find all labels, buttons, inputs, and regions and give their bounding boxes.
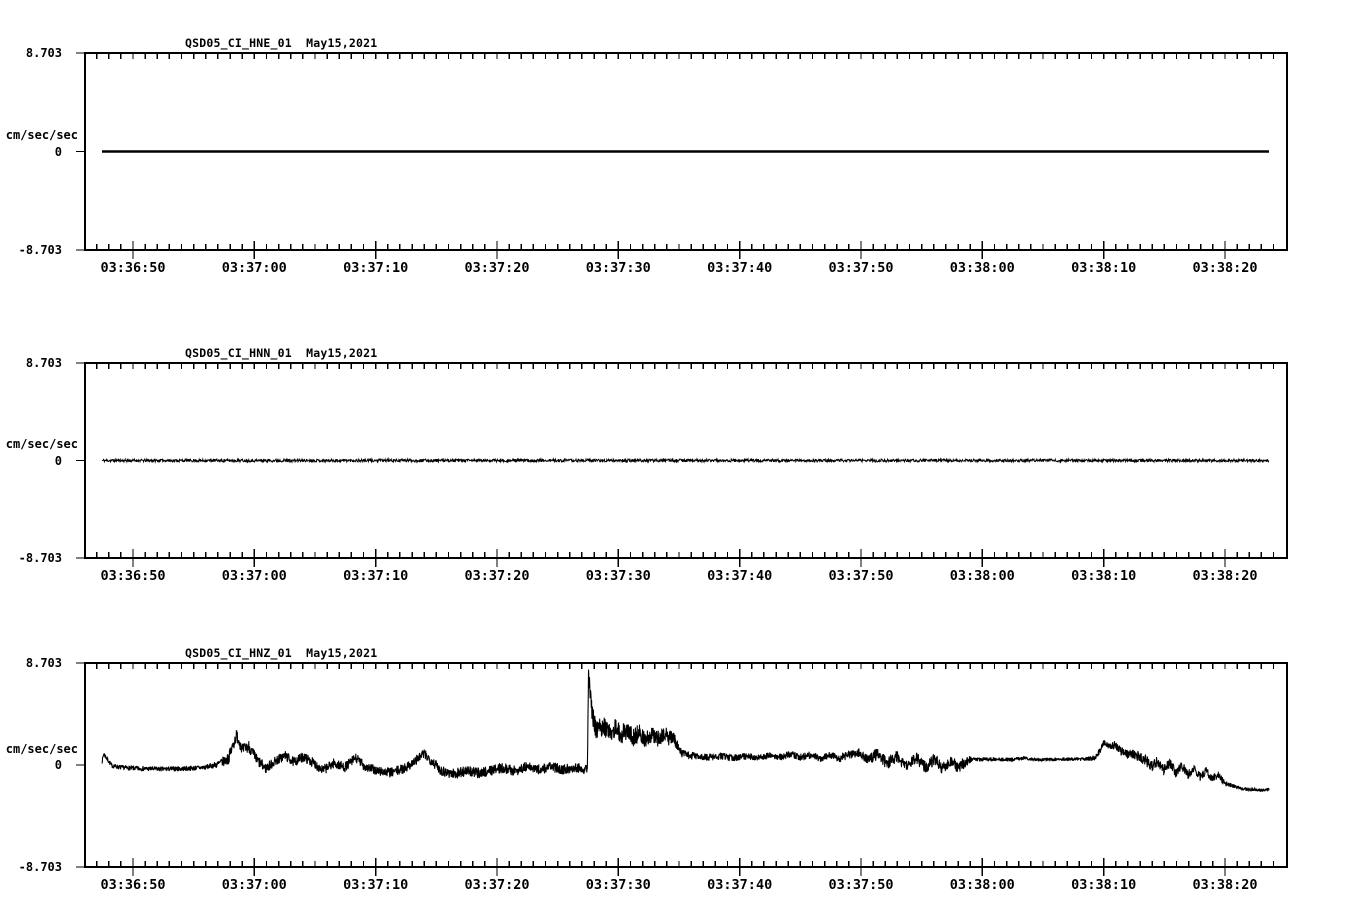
- y-tick-label-zero: 0: [54, 758, 62, 772]
- x-tick-label: 03:36:50: [100, 568, 166, 584]
- x-tick-label: 03:37:50: [828, 877, 894, 893]
- x-tick-label: 03:37:00: [221, 877, 287, 893]
- y-tick-label-max: 8.703: [25, 356, 62, 370]
- x-tick-label: 03:38:20: [1192, 568, 1258, 584]
- x-tick-label: 03:38:20: [1192, 877, 1258, 893]
- chart-title: QSD05_CI_HNE_01 May15,2021: [185, 36, 378, 50]
- x-tick-label: 03:37:00: [221, 568, 287, 584]
- waveform-trace: [102, 670, 1269, 791]
- x-tick-label: 03:37:20: [464, 260, 530, 276]
- y-tick-label-zero: 0: [54, 454, 62, 468]
- y-axis-unit-label: cm/sec/sec: [5, 128, 78, 142]
- x-tick-label: 03:37:20: [464, 568, 530, 584]
- chart-title: QSD05_CI_HNN_01 May15,2021: [185, 346, 378, 360]
- x-tick-label: 03:37:50: [828, 260, 894, 276]
- axis-ticks: [76, 363, 1274, 567]
- x-tick-label: 03:38:20: [1192, 260, 1258, 276]
- x-tick-label: 03:37:10: [343, 877, 409, 893]
- y-tick-label-min: -8.703: [18, 551, 62, 565]
- x-tick-label: 03:37:40: [707, 568, 773, 584]
- x-tick-label: 03:36:50: [100, 877, 166, 893]
- axis-ticks: [76, 53, 1274, 259]
- x-tick-label: 03:38:10: [1071, 260, 1137, 276]
- x-tick-label: 03:37:30: [585, 568, 651, 584]
- waveform-trace: [102, 459, 1269, 462]
- x-tick-label: 03:38:00: [949, 568, 1015, 584]
- x-tick-label: 03:38:00: [949, 260, 1015, 276]
- y-tick-label-zero: 0: [54, 145, 62, 159]
- x-tick-label: 03:37:30: [585, 877, 651, 893]
- x-tick-label: 03:37:40: [707, 877, 773, 893]
- x-tick-label: 03:37:20: [464, 877, 530, 893]
- x-tick-label: 03:36:50: [100, 260, 166, 276]
- x-tick-label: 03:38:10: [1071, 568, 1137, 584]
- x-tick-label: 03:37:40: [707, 260, 773, 276]
- seismogram-plot-0: [76, 53, 1287, 276]
- axis-ticks: [76, 663, 1274, 876]
- y-axis-unit-label: cm/sec/sec: [5, 742, 78, 756]
- seismogram-plot-2: [76, 663, 1287, 893]
- x-tick-label: 03:37:00: [221, 260, 287, 276]
- y-tick-label-max: 8.703: [25, 46, 62, 60]
- x-tick-label: 03:38:00: [949, 877, 1015, 893]
- y-tick-label-min: -8.703: [18, 243, 62, 257]
- y-axis-unit-label: cm/sec/sec: [5, 437, 78, 451]
- x-tick-label: 03:37:30: [585, 260, 651, 276]
- seismogram-plot-1: [76, 363, 1287, 584]
- x-tick-label: 03:38:10: [1071, 877, 1137, 893]
- y-tick-label-min: -8.703: [18, 860, 62, 874]
- x-tick-label: 03:37:10: [343, 260, 409, 276]
- x-tick-label: 03:37:50: [828, 568, 894, 584]
- x-tick-label: 03:37:10: [343, 568, 409, 584]
- y-tick-label-max: 8.703: [25, 656, 62, 670]
- chart-title: QSD05_CI_HNZ_01 May15,2021: [185, 646, 378, 660]
